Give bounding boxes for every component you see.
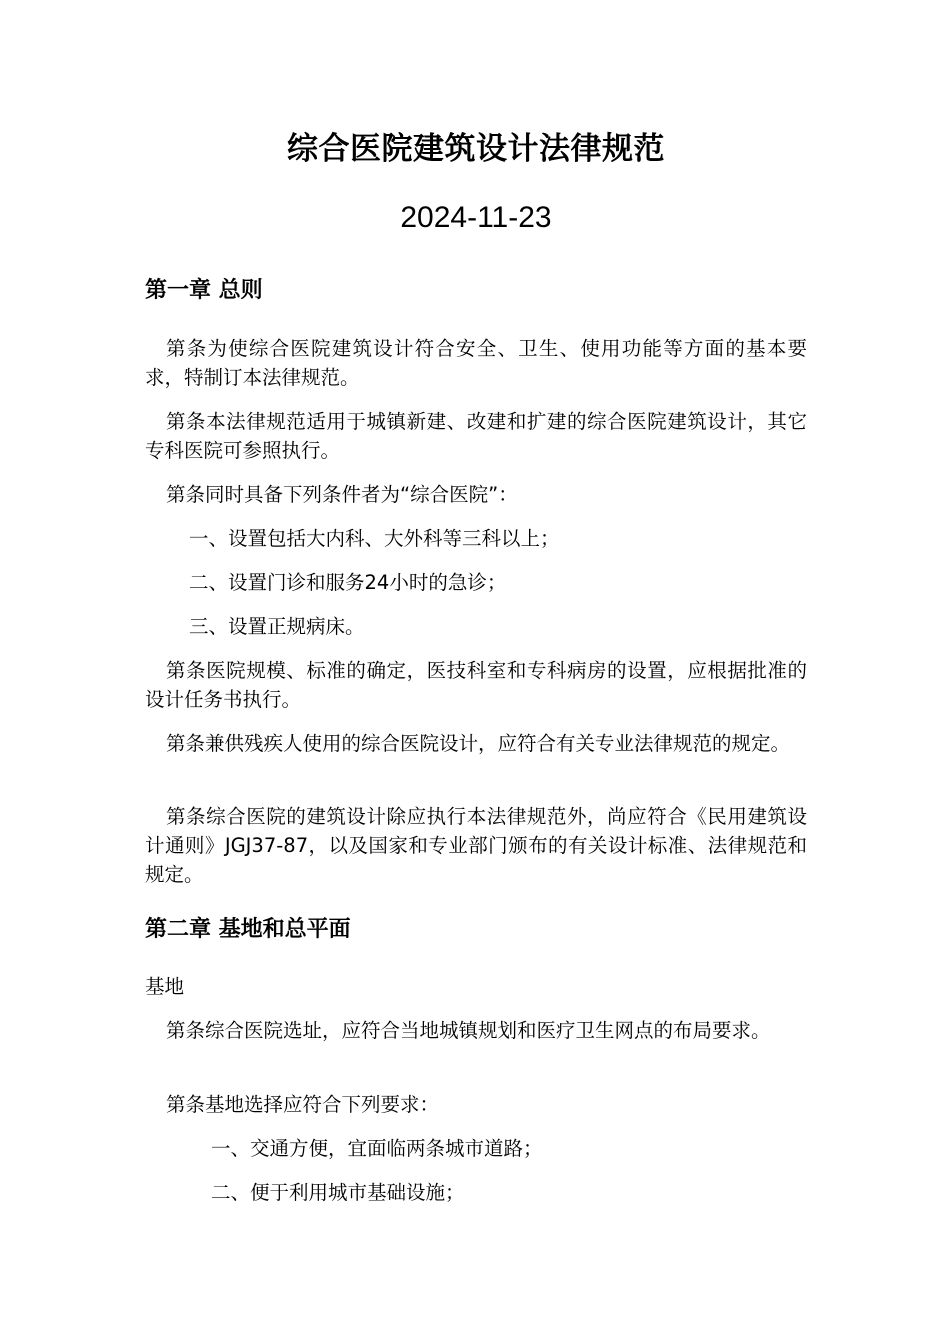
document-title: 综合医院建筑设计法律规范 (287, 131, 665, 167)
condition-item: 三、设置正规病床。 (189, 615, 365, 638)
section-label: 基地 (145, 975, 185, 998)
article-paragraph: 第条综合医院选址，应符合当地城镇规划和医疗卫生网点的布局要求。 (166, 1019, 771, 1042)
condition-item: 一、设置包括大内科、大外科等三科以上； (189, 527, 560, 550)
requirement-item: 一、交通方便，宜面临两条城市道路； (211, 1137, 543, 1160)
article-paragraph: 第条同时具备下列条件者为“综合医院”： (166, 483, 518, 506)
article-paragraph: 第条医院规模、标准的确定，医技科室和专科病房的设置，应根据批准的设计任务书执行。 (145, 659, 807, 711)
chapter-2-heading: 第二章 基地和总平面 (145, 917, 351, 942)
article-paragraph: 第条综合医院的建筑设计除应执行本法律规范外，尚应符合《民用建筑设计通则》JGJ37-87，以及国家和专业部门颁布的有关设计标准、法律规范和规定。 (145, 805, 807, 886)
chapter-1-heading: 第一章 总则 (145, 278, 263, 303)
document-date: 2024-11-23 (400, 201, 552, 234)
article-paragraph: 第条为使综合医院建筑设计符合安全、卫生、使用功能等方面的基本要求，特制订本法律规范。 (145, 337, 807, 389)
condition-item: 二、设置门诊和服务24小时的急诊； (189, 571, 507, 594)
requirement-item: 二、便于利用城市基础设施； (211, 1181, 465, 1204)
article-paragraph: 第条基地选择应符合下列要求： (166, 1093, 440, 1116)
article-paragraph: 第条兼供残疾人使用的综合医院设计，应符合有关专业法律规范的规定。 (166, 732, 791, 755)
article-paragraph: 第条本法律规范适用于城镇新建、改建和扩建的综合医院建筑设计，其它专科医院可参照执行。 (145, 410, 807, 462)
